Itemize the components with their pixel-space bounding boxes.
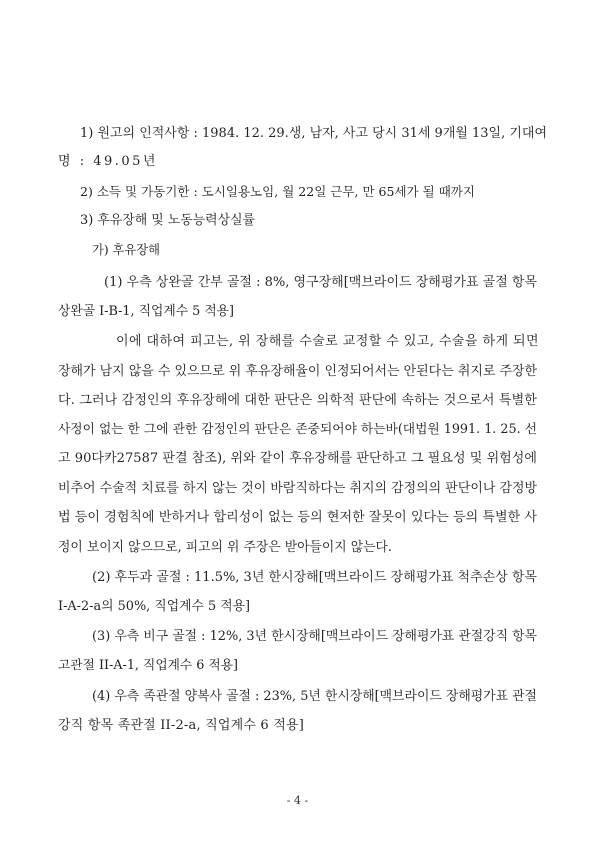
text-line: (3) 우측 비구 골절 : 12%, 3년 한시장해[맥브라이드 장해평가표 관절강직 항목	[92, 629, 537, 644]
text-line: 1) 원고의 인적사항 : 1984. 12. 29.생, 남자, 사고 당시 31세 9개월 13일, 기대여	[80, 126, 547, 141]
subsection-heading: 가) 후유장해	[92, 243, 160, 257]
text-line: 2) 소득 및 가동기한 : 도시일용노임, 월 22일 근무, 만 65세가 될 때까지	[80, 184, 475, 199]
text-line: 사정이 없는 한 그에 관한 감정인의 판단은 존중되어야 하는바(대법원 1991. 1. 25. 선	[58, 422, 537, 437]
text-line: I-A-2-a의 50%, 직업계수 5 적용]	[58, 599, 250, 614]
text-line: 다. 그러나 감정인의 후유장해에 대한 판단은 의학적 판단에 속하는 것으로서 특별한	[58, 393, 537, 408]
section-heading: 3) 후유장해 및 노동능력상실률	[80, 213, 255, 228]
text-line: 강직 항목 족관절 II-2-a, 직업계수 6 적용]	[58, 718, 304, 733]
text-line: 명 : 49.05년	[58, 154, 158, 169]
page-number: - 4 -	[286, 794, 309, 807]
text-line: 고관절 II-A-1, 직업계수 6 적용]	[58, 658, 238, 673]
text-line: 비추어 수술적 치료를 하지 않는 것이 바람직하다는 취지의 감정의의 판단이나 감정방	[58, 481, 537, 496]
text-line: 정이 보이지 않으므로, 피고의 위 주장은 받아들이지 않는다.	[58, 540, 392, 555]
text-line: 고 90다카27587 판결 참조), 위와 같이 후유장해를 판단하고 그 필요성 및 위험성에	[58, 451, 537, 466]
text-line: (4) 우측 족관절 양복사 골절 : 23%, 5년 한시장해[맥브라이드 장해평가표 관절	[92, 689, 537, 704]
text-line: (1) 우측 상완골 간부 골절 : 8%, 영구장해[맥브라이드 장해평가표 골절 항목	[104, 275, 537, 290]
text-line: (2) 후두과 골절 : 11.5%, 3년 한시장해[맥브라이드 장해평가표 척추손상 항목	[92, 570, 537, 585]
text-line: 이에 대하여 피고는, 위 장해를 수술로 교정할 수 있고, 수술을 하게 되면	[116, 334, 539, 349]
text-line: 법 등이 경험칙에 반하거나 합리성이 없는 등의 현저한 잘못이 있다는 등의 특별한 사	[58, 510, 537, 525]
text-line: 상완골 I-B-1, 직업계수 5 적용]	[58, 304, 234, 319]
text-line: 장해가 남지 않을 수 있으므로 위 후유장해율이 인정되어서는 안된다는 취지로 주장한	[58, 364, 537, 379]
